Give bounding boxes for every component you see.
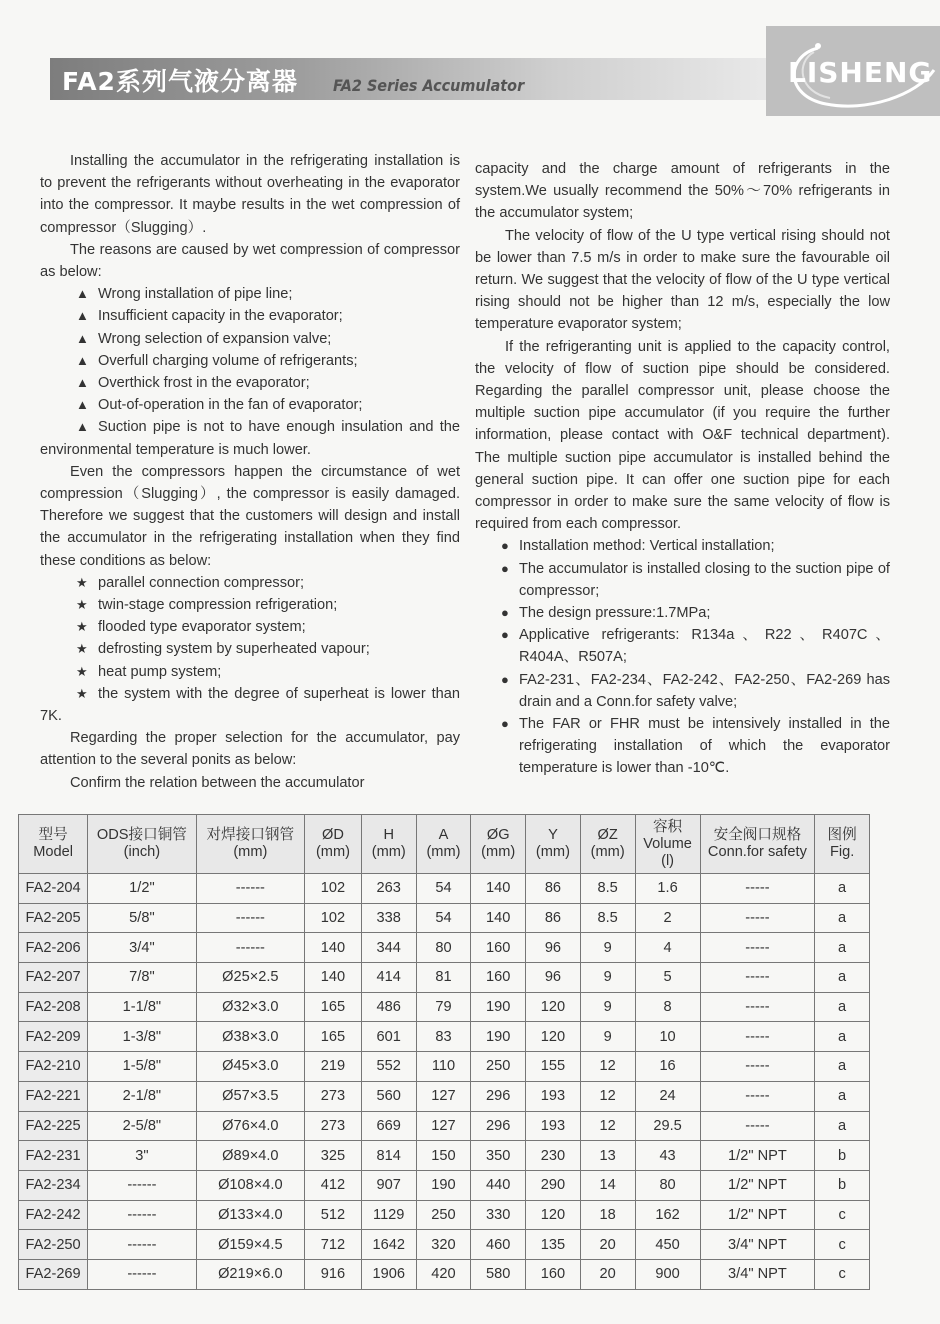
bullet-item xyxy=(40,638,460,660)
table-cell: 140 xyxy=(471,903,526,933)
paragraph-text: Overfull charging volume of refrigerants; xyxy=(98,352,358,369)
column-header xyxy=(700,815,815,874)
column-header xyxy=(361,815,416,874)
table-cell: ----- xyxy=(700,1022,815,1052)
table-cell: 150 xyxy=(416,1141,471,1171)
table-cell: ------ xyxy=(196,874,304,904)
model-cell: FA2-242 xyxy=(19,1200,88,1230)
table-cell: 601 xyxy=(361,1022,416,1052)
paragraph-text: The velocity of flow of the U type vertical rising should not be lower than 7.5 m/s in order to make sure the favourable oil return. We suggest that the velocity of flow of the U type vertical rising should not be higher than 12 m/s, especially the low temperature evaporator system; xyxy=(475,227,890,333)
table-cell: 250 xyxy=(471,1052,526,1082)
table-cell: 54 xyxy=(416,874,471,904)
column-header-cn: 型号 xyxy=(38,827,68,843)
table-cell: 120 xyxy=(526,1200,581,1230)
paragraph-text: The design pressure:1.7MPa; xyxy=(519,605,711,622)
paragraph-text: Overthick frost in the evaporator; xyxy=(98,375,310,392)
table-cell: ------ xyxy=(196,933,304,963)
bullet-item xyxy=(475,624,890,668)
bullet-item xyxy=(475,535,890,557)
table-cell: ------ xyxy=(88,1200,196,1230)
column-header-en: (mm) xyxy=(371,844,406,860)
triangle-icon: ▲ xyxy=(76,352,89,368)
paragraph-text: Regarding the proper selection for the accumulator, pay attention to the several ponits as below: xyxy=(40,730,460,769)
table-cell: Ø25×2.5 xyxy=(196,963,304,993)
table-row xyxy=(19,1052,870,1082)
table-cell: a xyxy=(815,992,870,1022)
table-cell: Ø219×6.0 xyxy=(196,1259,304,1289)
bullet-item xyxy=(40,416,460,460)
table-cell: 219 xyxy=(305,1052,362,1082)
table-cell: 193 xyxy=(526,1111,581,1141)
paragraph xyxy=(475,225,890,336)
table-cell: 110 xyxy=(416,1052,471,1082)
table-cell: 13 xyxy=(580,1141,635,1171)
paragraph xyxy=(475,336,890,536)
bullet-dot-icon: ● xyxy=(501,716,509,732)
column-header-en: Volume (l) xyxy=(643,835,692,869)
table-cell: 127 xyxy=(416,1111,471,1141)
paragraph xyxy=(40,727,460,771)
column-header xyxy=(635,815,700,874)
table-cell: ------ xyxy=(88,1170,196,1200)
paragraph-text: Suction pipe is not to have enough insulation and the environmental temperature is much lower. xyxy=(40,419,460,458)
table-cell: 86 xyxy=(526,903,581,933)
paragraph-text: the system with the degree of superheat is lower than 7K. xyxy=(40,685,460,725)
table-cell: 81 xyxy=(416,963,471,993)
table-cell: a xyxy=(815,933,870,963)
table-row xyxy=(19,1111,870,1141)
table-cell: 1642 xyxy=(361,1230,416,1260)
table-cell: 8.5 xyxy=(580,874,635,904)
table-cell: a xyxy=(815,874,870,904)
table-cell: 1/2" NPT xyxy=(700,1200,815,1230)
table-cell: Ø133×4.0 xyxy=(196,1200,304,1230)
table-row xyxy=(19,1141,870,1171)
model-cell: FA2-221 xyxy=(19,1081,88,1111)
model-cell: FA2-204 xyxy=(19,874,88,904)
star-icon: ★ xyxy=(76,663,88,679)
table-cell: 3/4" xyxy=(88,933,196,963)
bullet-item xyxy=(40,394,460,416)
table-cell: 1.6 xyxy=(635,874,700,904)
table-cell: 350 xyxy=(471,1141,526,1171)
column-header-en: (inch) xyxy=(123,844,161,860)
table-cell: 140 xyxy=(471,874,526,904)
table-cell: 155 xyxy=(526,1052,581,1082)
column-header-cn: ØZ xyxy=(597,827,618,843)
column-header xyxy=(88,815,196,874)
table-row xyxy=(19,903,870,933)
table-cell: 814 xyxy=(361,1141,416,1171)
table-cell: 9 xyxy=(580,933,635,963)
table-cell: 486 xyxy=(361,992,416,1022)
left-column xyxy=(40,150,460,794)
paragraph-text: If the refrigeranting unit is applied to the capacity control, the velocity of flow of suction pipe should be considered. Regarding the parallel compressor unit, please choose the multiple suction pipe accumulator (if you require the further information, please contact with O&F technical department). The multiple suction pipe accumulator is installed behind the general suction pipe. It can offer one suction pipe for each compressor in order to make sure the same velocity of flow is required from each compressor. xyxy=(475,338,890,533)
table-cell: 320 xyxy=(416,1230,471,1260)
table-row xyxy=(19,1081,870,1111)
bullet-item xyxy=(40,305,460,327)
column-header-en: (mm) xyxy=(426,844,461,860)
table-cell: 296 xyxy=(471,1081,526,1111)
column-header-en: (mm) xyxy=(535,844,570,860)
column-header-cn: Y xyxy=(548,827,558,843)
table-cell: 135 xyxy=(526,1230,581,1260)
table-cell: Ø159×4.5 xyxy=(196,1230,304,1260)
table-cell: 12 xyxy=(580,1081,635,1111)
model-cell: FA2-205 xyxy=(19,903,88,933)
table-cell: Ø45×3.0 xyxy=(196,1052,304,1082)
table-cell: ----- xyxy=(700,874,815,904)
brand-logo xyxy=(766,26,940,116)
bullet-item xyxy=(40,350,460,372)
table-cell: 96 xyxy=(526,933,581,963)
table-cell: ------ xyxy=(88,1230,196,1260)
bullet-item xyxy=(40,661,460,683)
table-row xyxy=(19,992,870,1022)
paragraph-text: Confirm the relation between the accumulator xyxy=(70,774,365,791)
table-cell: 9 xyxy=(580,963,635,993)
table-cell: 102 xyxy=(305,874,362,904)
column-header xyxy=(19,815,88,874)
table-cell: 96 xyxy=(526,963,581,993)
column-header-en: Fig. xyxy=(829,844,855,860)
table-cell: a xyxy=(815,903,870,933)
table-cell: 193 xyxy=(526,1081,581,1111)
column-header xyxy=(580,815,635,874)
table-cell: ----- xyxy=(700,963,815,993)
table-cell: ----- xyxy=(700,992,815,1022)
paragraph-text: FA2-231、FA2-234、FA2-242、FA2-250、FA2-269 has drain and a Conn.for safety valve; xyxy=(519,671,890,710)
table-cell: ----- xyxy=(700,903,815,933)
paragraph xyxy=(475,158,890,225)
table-cell: 560 xyxy=(361,1081,416,1111)
table-cell: 916 xyxy=(305,1259,362,1289)
table-cell: 1/2" NPT xyxy=(700,1170,815,1200)
table-cell: 79 xyxy=(416,992,471,1022)
paragraph-text: The reasons are caused by wet compression of compressor as below: xyxy=(40,241,460,281)
table-cell: 3/4" NPT xyxy=(700,1259,815,1289)
table-cell: 1-5/8" xyxy=(88,1052,196,1082)
table-cell: 512 xyxy=(305,1200,362,1230)
column-header xyxy=(471,815,526,874)
table-cell: 16 xyxy=(635,1052,700,1082)
paragraph xyxy=(40,772,460,794)
table-cell: 580 xyxy=(471,1259,526,1289)
table-cell: 296 xyxy=(471,1111,526,1141)
table-cell: b xyxy=(815,1141,870,1171)
page-title-en: FA2 Series Accumulator xyxy=(333,76,525,95)
table-cell: 273 xyxy=(305,1111,362,1141)
paragraph xyxy=(40,461,460,572)
table-cell: 162 xyxy=(635,1200,700,1230)
paragraph-text: flooded type evaporator system; xyxy=(98,619,306,636)
bullet-dot-icon: ● xyxy=(501,538,509,554)
paragraph-text: capacity and the charge amount of refrigerants in the system.We usually recommend the 50%～70% refrigerants in the accumulator system; xyxy=(475,161,890,222)
bullet-item xyxy=(40,594,460,616)
right-column xyxy=(475,158,890,780)
table-cell: Ø57×3.5 xyxy=(196,1081,304,1111)
triangle-icon: ▲ xyxy=(76,286,89,302)
bullet-item xyxy=(40,616,460,638)
model-cell: FA2-210 xyxy=(19,1052,88,1082)
table-cell: Ø76×4.0 xyxy=(196,1111,304,1141)
table-cell: Ø32×3.0 xyxy=(196,992,304,1022)
table-cell: 440 xyxy=(471,1170,526,1200)
table-cell: ----- xyxy=(700,1111,815,1141)
table-cell: 1-1/8" xyxy=(88,992,196,1022)
column-header xyxy=(815,815,870,874)
table-cell: 2-1/8" xyxy=(88,1081,196,1111)
paragraph xyxy=(40,239,460,283)
column-header-en: (mm) xyxy=(315,844,350,860)
bullet-dot-icon: ● xyxy=(501,671,509,687)
bullet-item xyxy=(40,283,460,305)
table-cell: 14 xyxy=(580,1170,635,1200)
model-cell: FA2-250 xyxy=(19,1230,88,1260)
paragraph-text: The accumulator is installed closing to the suction pipe of compressor; xyxy=(519,560,890,599)
paragraph-text: parallel connection compressor; xyxy=(98,574,305,591)
bullet-item xyxy=(40,572,460,594)
table-cell: 1/2" NPT xyxy=(700,1141,815,1171)
column-header-cn: H xyxy=(383,827,394,843)
table-cell: 552 xyxy=(361,1052,416,1082)
triangle-icon: ▲ xyxy=(76,397,89,413)
table-cell: ----- xyxy=(700,1052,815,1082)
table-cell: 160 xyxy=(471,963,526,993)
table-cell: a xyxy=(815,963,870,993)
column-header-cn: 安全阀口规格 xyxy=(713,827,802,843)
table-cell: 24 xyxy=(635,1081,700,1111)
table-cell: 20 xyxy=(580,1230,635,1260)
model-cell: FA2-231 xyxy=(19,1141,88,1171)
paragraph-text: Out-of-operation in the fan of evaporator; xyxy=(98,397,363,414)
table-cell: Ø89×4.0 xyxy=(196,1141,304,1171)
table-cell: 80 xyxy=(635,1170,700,1200)
page-title-cn: FA2系列气液分离器 xyxy=(62,67,298,96)
table-cell: 712 xyxy=(305,1230,362,1260)
column-header-cn: ØD xyxy=(322,827,344,843)
bullet-item xyxy=(40,328,460,350)
column-header xyxy=(305,815,362,874)
table-cell: 12 xyxy=(580,1111,635,1141)
table-cell: 12 xyxy=(580,1052,635,1082)
table-cell: 8 xyxy=(635,992,700,1022)
column-header-cn: A xyxy=(438,827,449,843)
bullet-dot-icon: ● xyxy=(501,605,509,621)
table-cell: ----- xyxy=(700,933,815,963)
table-cell: 420 xyxy=(416,1259,471,1289)
model-cell: FA2-269 xyxy=(19,1259,88,1289)
table-cell: 102 xyxy=(305,903,362,933)
table-cell: 165 xyxy=(305,1022,362,1052)
table-cell: 290 xyxy=(526,1170,581,1200)
bullet-item xyxy=(40,683,460,727)
table-row xyxy=(19,933,870,963)
table-cell: 1906 xyxy=(361,1259,416,1289)
table-cell: 250 xyxy=(416,1200,471,1230)
bullet-item xyxy=(475,602,890,624)
table-cell: 86 xyxy=(526,874,581,904)
column-header-en: (mm) xyxy=(481,844,516,860)
bullet-item xyxy=(475,669,890,713)
paragraph-text: defrosting system by superheated vapour; xyxy=(98,641,370,658)
paragraph-text: Wrong installation of pipe line; xyxy=(98,286,293,303)
column-header-cn: ØG xyxy=(486,827,510,843)
column-header-cn: 容积 xyxy=(652,818,683,835)
bullet-dot-icon: ● xyxy=(501,560,509,576)
table-cell: b xyxy=(815,1170,870,1200)
spec-table xyxy=(18,814,870,1290)
table-cell: 9 xyxy=(580,992,635,1022)
paragraph-text: Wrong selection of expansion valve; xyxy=(98,330,332,347)
table-cell: 127 xyxy=(416,1081,471,1111)
table-cell: 325 xyxy=(305,1141,362,1171)
table-row xyxy=(19,963,870,993)
star-icon: ★ xyxy=(76,597,88,613)
model-cell: FA2-234 xyxy=(19,1170,88,1200)
table-cell: 344 xyxy=(361,933,416,963)
model-cell: FA2-207 xyxy=(19,963,88,993)
column-header-en: (mm) xyxy=(233,844,268,860)
table-cell: 140 xyxy=(305,963,362,993)
table-cell: 140 xyxy=(305,933,362,963)
star-icon: ★ xyxy=(76,685,88,701)
table-cell: 8.5 xyxy=(580,903,635,933)
table-cell: a xyxy=(815,1081,870,1111)
table-cell: ----- xyxy=(700,1081,815,1111)
bullet-dot-icon: ● xyxy=(501,627,509,643)
table-cell: Ø108×4.0 xyxy=(196,1170,304,1200)
table-cell: 230 xyxy=(526,1141,581,1171)
table-row xyxy=(19,1022,870,1052)
table-cell: 160 xyxy=(471,933,526,963)
model-cell: FA2-225 xyxy=(19,1111,88,1141)
logo-text: LISHENG xyxy=(788,56,933,89)
table-cell: 2 xyxy=(635,903,700,933)
triangle-icon: ▲ xyxy=(76,308,89,324)
table-cell: 3" xyxy=(88,1141,196,1171)
table-cell: 263 xyxy=(361,874,416,904)
table-cell: a xyxy=(815,1052,870,1082)
table-header-row xyxy=(19,815,870,874)
table-cell: 160 xyxy=(526,1259,581,1289)
paragraph-text: Installing the accumulator in the refrigerating installation is to prevent the refrigerants without overheating in the evaporator into the compressor. It maybe results in the wet compression of compressor（Slugging）. xyxy=(40,153,460,236)
table-cell: 18 xyxy=(580,1200,635,1230)
table-row xyxy=(19,1200,870,1230)
table-cell: 7/8" xyxy=(88,963,196,993)
table-cell: 54 xyxy=(416,903,471,933)
star-icon: ★ xyxy=(76,619,88,635)
column-header xyxy=(196,815,304,874)
column-header-cn: 对焊接口钢管 xyxy=(206,827,295,843)
table-cell: Ø38×3.0 xyxy=(196,1022,304,1052)
column-header xyxy=(526,815,581,874)
table-cell: 412 xyxy=(305,1170,362,1200)
table-cell: 414 xyxy=(361,963,416,993)
model-cell: FA2-208 xyxy=(19,992,88,1022)
table-cell: 1129 xyxy=(361,1200,416,1230)
model-cell: FA2-206 xyxy=(19,933,88,963)
paragraph xyxy=(40,150,460,239)
paragraph-text: Applicative refrigerants: R134a、R22、R407C、R404A、R507A; xyxy=(519,627,890,666)
table-cell: 29.5 xyxy=(635,1111,700,1141)
bullet-item xyxy=(475,558,890,602)
table-row xyxy=(19,1230,870,1260)
table-cell: ------ xyxy=(88,1259,196,1289)
table-cell: 900 xyxy=(635,1259,700,1289)
paragraph-text: twin-stage compression refrigeration; xyxy=(98,597,338,614)
table-cell: 2-5/8" xyxy=(88,1111,196,1141)
star-icon: ★ xyxy=(76,641,88,657)
table-cell: c xyxy=(815,1200,870,1230)
table-cell: 1/2" xyxy=(88,874,196,904)
table-cell: 165 xyxy=(305,992,362,1022)
table-cell: 273 xyxy=(305,1081,362,1111)
table-row xyxy=(19,1170,870,1200)
table-cell: 43 xyxy=(635,1141,700,1171)
table-cell: 10 xyxy=(635,1022,700,1052)
table-cell: 330 xyxy=(471,1200,526,1230)
paragraph-text: heat pump system; xyxy=(98,663,222,680)
table-cell: 83 xyxy=(416,1022,471,1052)
paragraph-text: Even the compressors happen the circumstance of wet compression（Slugging）, the compressor is easily damaged. Therefore we suggest that the customers will design and install the accumulator in the refrigerating installation when they find these conditions as below: xyxy=(40,463,460,569)
table-cell: 4 xyxy=(635,933,700,963)
bullet-item xyxy=(475,713,890,780)
table-cell: 120 xyxy=(526,992,581,1022)
table-cell: 190 xyxy=(471,992,526,1022)
bullet-item xyxy=(40,372,460,394)
column-header-en: Conn.for safety xyxy=(707,844,807,860)
column-header-en: Model xyxy=(33,844,73,860)
table-cell: a xyxy=(815,1111,870,1141)
triangle-icon: ▲ xyxy=(76,375,89,391)
column-header-cn: ODS接口铜管 xyxy=(96,827,187,843)
paragraph-text: The FAR or FHR must be intensively installed in the refrigerating installation of which the evaporator temperature is lower than -10℃. xyxy=(519,716,890,777)
table-cell: c xyxy=(815,1259,870,1289)
star-icon: ★ xyxy=(76,574,88,590)
table-cell: 80 xyxy=(416,933,471,963)
column-header xyxy=(416,815,471,874)
paragraph-text: Insufficient capacity in the evaporator; xyxy=(98,308,343,325)
column-header-cn: 图例 xyxy=(827,827,857,843)
table-cell: 3/4" NPT xyxy=(700,1230,815,1260)
model-cell: FA2-209 xyxy=(19,1022,88,1052)
column-header-en: (mm) xyxy=(590,844,625,860)
table-cell: 5 xyxy=(635,963,700,993)
table-cell: 338 xyxy=(361,903,416,933)
paragraph-text: Installation method: Vertical installation; xyxy=(519,538,775,555)
table-cell: 190 xyxy=(471,1022,526,1052)
table-cell: 9 xyxy=(580,1022,635,1052)
table-row xyxy=(19,1259,870,1289)
table-cell: 460 xyxy=(471,1230,526,1260)
table-cell: 190 xyxy=(416,1170,471,1200)
table-cell: c xyxy=(815,1230,870,1260)
table-cell: 450 xyxy=(635,1230,700,1260)
table-cell: 20 xyxy=(580,1259,635,1289)
table-cell: 120 xyxy=(526,1022,581,1052)
table-cell: a xyxy=(815,1022,870,1052)
table-cell: 5/8" xyxy=(88,903,196,933)
triangle-icon: ▲ xyxy=(76,419,89,435)
table-cell: 907 xyxy=(361,1170,416,1200)
table-row xyxy=(19,874,870,904)
table-cell: 669 xyxy=(361,1111,416,1141)
table-cell: 1-3/8" xyxy=(88,1022,196,1052)
table-cell: ------ xyxy=(196,903,304,933)
triangle-icon: ▲ xyxy=(76,330,89,346)
